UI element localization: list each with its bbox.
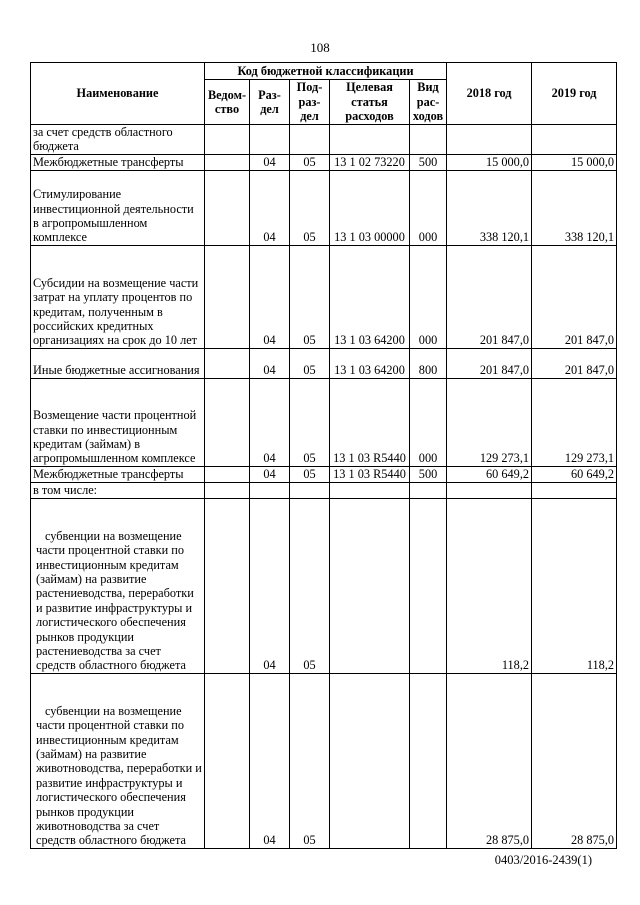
row-razdel: 04 (250, 466, 290, 482)
row-2018: 28 875,0 (447, 673, 532, 848)
row-razdel (250, 482, 290, 498)
row-vid: 800 (410, 348, 447, 378)
col-header-2019: 2019 год (532, 63, 617, 125)
col-header-vid: Вид рас-ходов (410, 80, 447, 125)
row-2018: 201 847,0 (447, 245, 532, 348)
row-2019: 201 847,0 (532, 348, 617, 378)
row-name: Иные бюджетные ассигнования (31, 348, 205, 378)
row-podrazdel: 05 (290, 673, 330, 848)
row-2018: 15 000,0 (447, 154, 532, 170)
row-podrazdel: 05 (290, 170, 330, 245)
row-razdel: 04 (250, 673, 290, 848)
row-vedomstvo (205, 482, 250, 498)
budget-table (30, 62, 617, 849)
row-name: субвенции на возмещение части процентной ставки по инвестиционным кредитам (займам) на развитие животноводства, переработки и развитие инфраструктуры и логистического обеспечения рынков продукции животноводства за счет средств областного бюджета (31, 673, 205, 848)
row-podrazdel: 05 (290, 498, 330, 673)
row-tselevaya (330, 125, 410, 155)
row-tselevaya: 13 1 03 00000 (330, 170, 410, 245)
row-razdel: 04 (250, 378, 290, 466)
row-vedomstvo (205, 245, 250, 348)
document-id: 0403/2016-2439(1) (494, 853, 592, 867)
row-vid: 000 (410, 245, 447, 348)
row-2019: 129 273,1 (532, 378, 617, 466)
table-row (31, 170, 617, 245)
row-2019: 28 875,0 (532, 673, 617, 848)
row-tselevaya: 13 1 03 R5440 (330, 466, 410, 482)
row-razdel: 04 (250, 154, 290, 170)
table-row (31, 348, 617, 378)
col-header-razdel: Раз-дел (250, 80, 290, 125)
table-row (31, 125, 617, 155)
row-tselevaya: 13 1 03 64200 (330, 245, 410, 348)
row-vedomstvo (205, 498, 250, 673)
row-2018: 201 847,0 (447, 348, 532, 378)
row-vedomstvo (205, 170, 250, 245)
table-row (31, 378, 617, 466)
row-2018: 129 273,1 (447, 378, 532, 466)
table-body (31, 125, 617, 849)
row-name: за счет средств областного бюджета (31, 125, 205, 155)
row-vedomstvo (205, 348, 250, 378)
row-vid: 000 (410, 170, 447, 245)
row-2019: 118,2 (532, 498, 617, 673)
row-razdel: 04 (250, 245, 290, 348)
row-vedomstvo (205, 154, 250, 170)
row-vid: 500 (410, 466, 447, 482)
row-vid (410, 125, 447, 155)
row-vid (410, 482, 447, 498)
row-razdel: 04 (250, 348, 290, 378)
row-tselevaya: 13 1 03 R5440 (330, 378, 410, 466)
col-header-podrazdel: Под-раз-дел (290, 80, 330, 125)
row-2019: 15 000,0 (532, 154, 617, 170)
row-vid: 000 (410, 378, 447, 466)
row-name: Возмещение части процентной ставки по инвестиционным кредитам (займам) в агропромышленном комплексе (31, 378, 205, 466)
table-row (31, 245, 617, 348)
row-2018: 118,2 (447, 498, 532, 673)
row-name: Межбюджетные трансферты (31, 154, 205, 170)
row-2018 (447, 125, 532, 155)
col-header-tselevaya: Целевая статья расходов (330, 80, 410, 125)
row-2018: 338 120,1 (447, 170, 532, 245)
header-row-1 (31, 63, 617, 80)
row-vedomstvo (205, 378, 250, 466)
row-tselevaya (330, 673, 410, 848)
row-razdel (250, 125, 290, 155)
row-podrazdel: 05 (290, 154, 330, 170)
table-row (31, 482, 617, 498)
row-vid: 500 (410, 154, 447, 170)
row-tselevaya (330, 482, 410, 498)
row-2019 (532, 482, 617, 498)
row-vedomstvo (205, 673, 250, 848)
row-razdel: 04 (250, 498, 290, 673)
row-vedomstvo (205, 466, 250, 482)
row-name: Субсидии на возмещение части затрат на уплату процентов по кредитам, полученным в российских кредитных организациях на срок до 10 лет (31, 245, 205, 348)
col-header-vedomstvo: Ведом-ство (205, 80, 250, 125)
row-podrazdel: 05 (290, 348, 330, 378)
row-podrazdel (290, 125, 330, 155)
row-2019: 338 120,1 (532, 170, 617, 245)
row-tselevaya: 13 1 03 64200 (330, 348, 410, 378)
row-podrazdel: 05 (290, 245, 330, 348)
row-tselevaya (330, 498, 410, 673)
page-number: 108 (310, 40, 330, 55)
row-vedomstvo (205, 125, 250, 155)
table-row (31, 466, 617, 482)
row-podrazdel: 05 (290, 466, 330, 482)
row-name: в том числе: (31, 482, 205, 498)
row-vid (410, 498, 447, 673)
row-2019: 60 649,2 (532, 466, 617, 482)
table-row (31, 154, 617, 170)
table-row (31, 673, 617, 848)
row-razdel: 04 (250, 170, 290, 245)
col-header-code-group: Код бюджетной классификации (205, 63, 447, 80)
row-tselevaya: 13 1 02 73220 (330, 154, 410, 170)
row-vid (410, 673, 447, 848)
row-name: Межбюджетные трансферты (31, 466, 205, 482)
row-2018 (447, 482, 532, 498)
row-podrazdel (290, 482, 330, 498)
row-2019 (532, 125, 617, 155)
col-header-name: Наименование (31, 63, 205, 125)
table-row (31, 498, 617, 673)
row-2019: 201 847,0 (532, 245, 617, 348)
col-header-2018: 2018 год (447, 63, 532, 125)
row-2018: 60 649,2 (447, 466, 532, 482)
row-podrazdel: 05 (290, 378, 330, 466)
row-name: субвенции на возмещение части процентной ставки по инвестиционным кредитам (займам) на развитие растениеводства, переработки и развитие инфраструктуры и логистического обеспечения рынков продукции растениеводства за счет средств областного бюджета (31, 498, 205, 673)
row-name: Стимулирование инвестиционной деятельности в агропромышленном комплексе (31, 170, 205, 245)
